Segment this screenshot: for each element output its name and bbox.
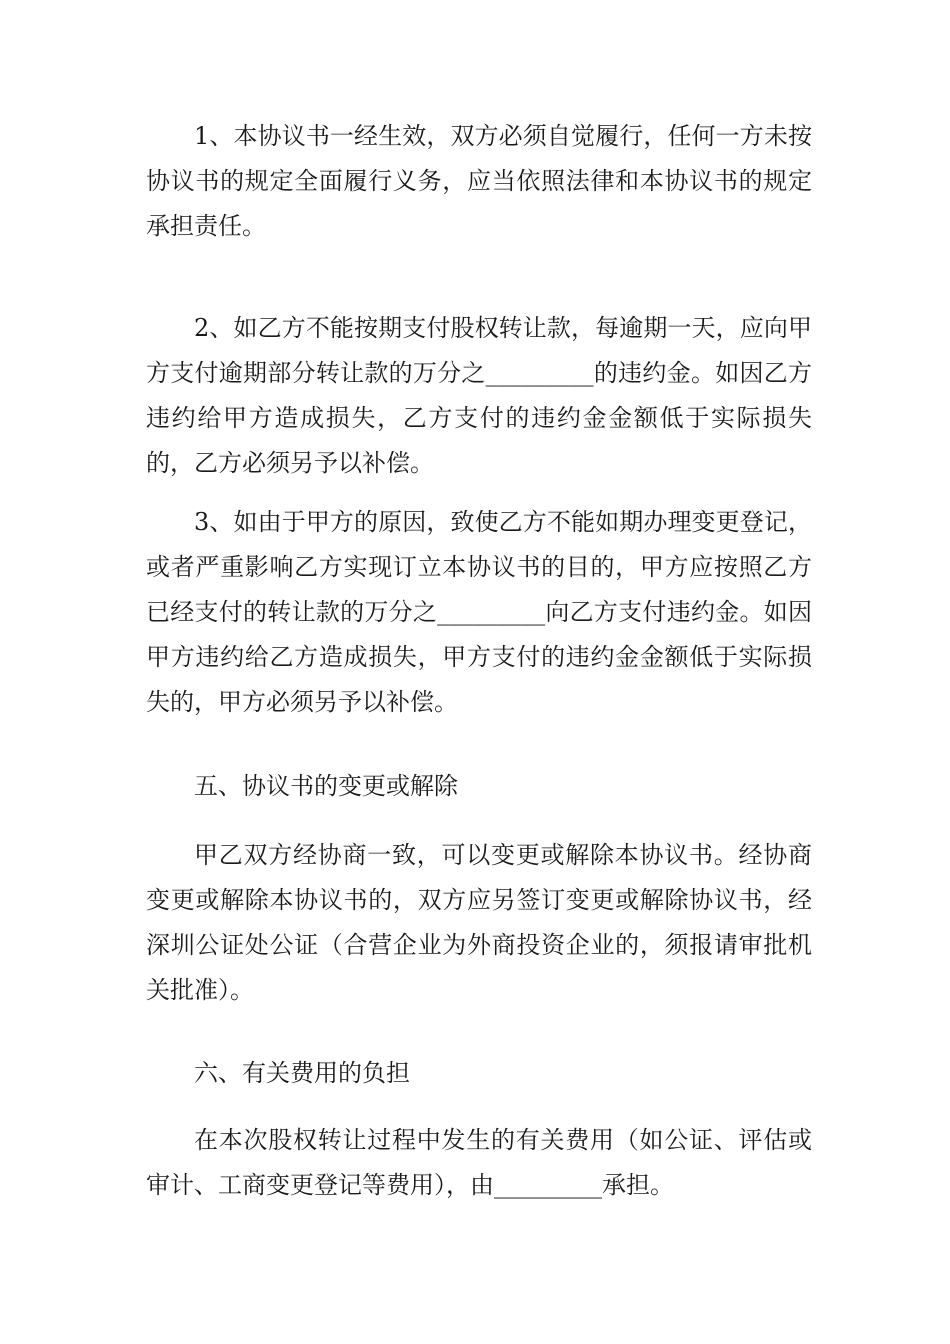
clause-1-paragraph: 1、本协议书一经生效，双方必须自觉履行，任何一方未按协议书的规定全面履行义务，应当依照法律和本协议书的规定承担责任。	[146, 122, 812, 240]
section-5-heading: 五、协议书的变更或解除	[194, 772, 458, 800]
section-6-paragraph: 在本次股权转让过程中发生的有关费用（如公证、评估或审计、工商变更登记等费用），由_________承担。	[146, 1126, 812, 1199]
clause-3-paragraph: 3、如由于甲方的原因，致使乙方不能如期办理变更登记，或者严重影响乙方实现订立本协议书的目的，甲方应按照乙方已经支付的转让款的万分之_________向乙方支付违约金。如因甲方违约给乙方造成损失，甲方支付的违约金金额低于实际损失的，甲方必须另予以补偿。	[146, 508, 812, 716]
section-6-heading: 六、有关费用的负担	[194, 1059, 410, 1087]
clause-2-paragraph: 2、如乙方不能按期支付股权转让款，每逾期一天，应向甲方支付逾期部分转让款的万分之_________的违约金。如因乙方违约给甲方造成损失，乙方支付的违约金金额低于实际损失的，乙方必须另予以补偿。	[146, 314, 812, 477]
section-5-paragraph: 甲乙双方经协商一致，可以变更或解除本协议书。经协商变更或解除本协议书的，双方应另签订变更或解除协议书，经深圳公证处公证（合营企业为外商投资企业的，须报请审批机关批准）。	[146, 841, 812, 1004]
